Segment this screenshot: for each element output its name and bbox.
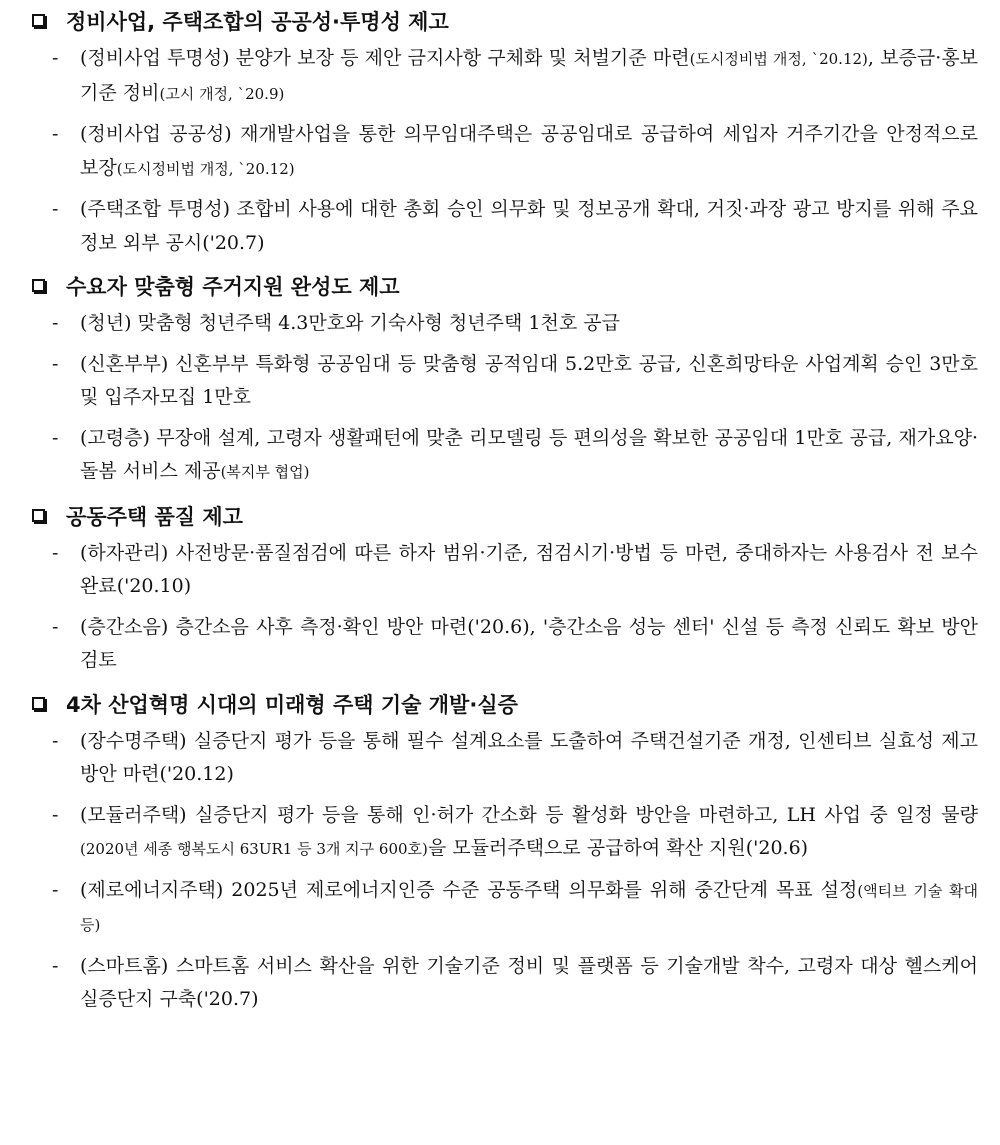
item-text: 실증단지 평가 등을 통해 인·허가 간소화 등 활성화 방안을 마련하고, LH 사업 중 일정 물량 [186,803,978,826]
item-note: (복지부 협업) [220,463,310,481]
list-item [28,799,978,867]
item-label: (장수명주택) [80,729,187,752]
item-label: (청년) [80,312,132,334]
list-item [28,725,978,792]
item-label: (모듈러주택) [80,803,187,826]
section-heading [28,2,978,42]
section-heading-text: 수요자 맞춤형 주거지원 완성도 제고 [66,275,400,299]
section-redevelopment [28,2,978,260]
list-item [28,118,978,186]
item-text: 실증단지 평가 등을 통해 필수 설계요소를 도출하여 주택건설기준 개정, 인센티브 실효성 제고 방안 마련('20.12) [80,729,978,785]
section-heading-text: 4차 산업혁명 시대의 미래형 주택 기술 개발·실증 [66,692,518,717]
list-item [28,611,978,678]
dash-bullet-icon: - [52,123,59,145]
dash-bullet-icon: - [52,47,59,69]
section-heading [28,685,978,725]
list-item [28,193,978,260]
item-text: 신혼부부 특화형 공공임대 등 맞춤형 공적임대 5.2만호 공급, 신혼희망타운 사업계획 승인 3만호 및 입주자모집 1만호 [80,352,978,408]
dash-bullet-icon: - [52,878,59,901]
item-text: 맞춤형 청년주택 4.3만호와 기숙사형 청년주택 1천호 공급 [131,312,620,334]
section-housing-quality [28,497,978,678]
item-label: (신혼부부) [80,352,169,375]
dash-bullet-icon: - [52,352,59,375]
section-future-housing-tech [28,685,978,1017]
list-item [28,537,978,604]
section-heading-text: 공동주택 품질 제고 [66,504,243,529]
dash-bullet-icon: - [52,541,59,564]
item-text: 사전방문·품질점검에 따른 하자 범위·기준, 점검시기·방법 등 마련, 중대하자는 사용검사 전 보수 완료('20.10) [80,541,978,597]
list-item [28,874,978,943]
item-label: (하자관리) [80,541,169,564]
item-label: (제로에너지주택) [80,878,224,901]
dash-bullet-icon: - [52,198,59,220]
item-label: (고령층) [80,426,150,449]
dash-bullet-icon: - [52,729,59,752]
checkbox-bullet-icon [32,697,45,710]
item-text: 조합비 사용에 대한 총회 승인 의무화 및 정보공개 확대, 거짓·과장 광고 방지를 위해 주요정보 외부 공시('20.7) [80,198,979,254]
item-text: 층간소음 사후 측정·확인 방안 마련('20.6), '층간소음 성능 센터' 신설 등 측정 신뢰도 확보 방안 검토 [80,615,978,671]
item-note: (2020년 세종 행복도시 63UR1 등 3개 지구 600호) [80,840,428,858]
checkbox-bullet-icon [32,509,45,522]
item-note: (도시정비법 개정, `20.12) [689,50,868,68]
list-item [28,950,978,1017]
item-label: (주택조합 투명성) [80,198,230,220]
section-heading-text: 정비사업, 주택조합의 공공성·투명성 제고 [66,10,449,34]
item-text-2: 을 모듈러주택으로 공급하여 확산 지원('20.6) [427,837,809,859]
item-label: (정비사업 투명성) [80,47,230,69]
dash-bullet-icon: - [52,803,59,826]
section-heading [28,267,978,307]
dash-bullet-icon: - [52,312,59,334]
dash-bullet-icon: - [52,426,59,449]
list-item [28,422,978,490]
item-label: (층간소음) [80,615,169,638]
item-note-2: (고시 개정, `20.9) [159,84,285,103]
item-text: 분양가 보장 등 제안 금지사항 구체화 및 처벌기준 마련 [229,47,690,69]
item-note: (도시정비법 개정, `20.12) [116,159,295,178]
checkbox-bullet-icon [32,14,45,27]
item-label: (스마트홈) [80,954,169,977]
list-item [28,307,978,341]
item-note: (액티브 기술 확대 등) [80,881,978,934]
section-housing-support [28,267,978,490]
item-text: 2025년 제로에너지인증 수준 공동주택 의무화를 위해 중간단계 목표 설정 [223,878,858,901]
list-item [28,348,978,415]
item-text-2: , 보증금·홍보 기준 정비 [80,47,979,104]
checkbox-bullet-icon [32,279,45,292]
dash-bullet-icon: - [52,615,59,638]
dash-bullet-icon: - [52,954,59,977]
item-text: 무장애 설계, 고령자 생활패턴에 맞춘 리모델링 등 편의성을 확보한 공공임대 1만호 공급, 재가요양·돌봄 서비스 제공 [80,426,978,482]
list-item [28,42,978,111]
item-text: 재개발사업을 통한 의무임대주택은 공공임대로 공급하여 세입자 거주기간을 안정적으로 보장 [80,123,978,179]
item-label: (정비사업 공공성) [80,123,232,145]
section-heading [28,497,978,537]
item-text: 스마트홈 서비스 확산을 위한 기술기준 정비 및 플랫폼 등 기술개발 착수, 고령자 대상 헬스케어 실증단지 구축('20.7) [80,954,978,1010]
